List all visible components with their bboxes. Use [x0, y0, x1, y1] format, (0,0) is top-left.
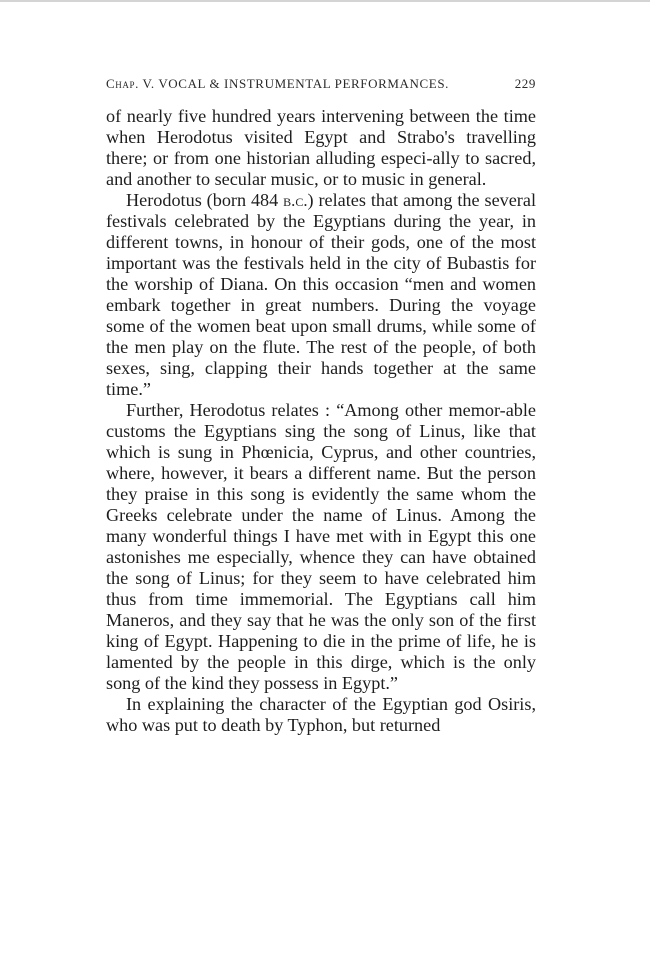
paragraph-text: ) relates that among the several festivals celebrated by the Egyptians during the year, in different towns, in honour of their gods, one of the most important was the festivals held in the city of Bubastis for the worship of Diana. On this occasion “men and women embark together in great numbers. During the voyage some of the women beat upon small drums, while some of the men play on the flute. The rest of the people, of both sexes, sing, clapping their hands together at the same time.”: [106, 190, 536, 399]
running-head-title: Chap. V. VOCAL & INSTRUMENTAL PERFORMANCES.: [106, 76, 450, 91]
paragraph-text: of nearly five hundred years intervening between the time when Herodotus visited Egypt and Strabo's travelling there; or from one historian alluding especi-ally to sacred, and another to secular music, or to music in general.: [106, 106, 536, 189]
paragraph-continuation: [106, 106, 536, 190]
paragraph-text: In explaining the character of the Egyptian god Osiris, who was put to death by Typhon, but returned: [106, 694, 536, 735]
running-head: [106, 76, 536, 98]
paragraph-osiris: [106, 694, 536, 736]
page-number: 229: [514, 76, 536, 91]
paragraph-text: Herodotus (born 484: [126, 190, 284, 210]
paragraph-text: Further, Herodotus relates : “Among other memor-able customs the Egyptians sing the song of Linus, like that which is sung in Phœnicia, Cyprus, and other countries, where, however, it bears a different name. But the person they praise in this song is evidently the same whom the Greeks celebrate under the name of Linus. Among the many wonderful things I have met with in Egypt this one astonishes me especially, whence they can have obtained the song of Linus; for they seem to have celebrated him thus from time immemorial. The Egyptians call him Maneros, and they say that he was the only son of the first king of Egypt. Happening to die in the prime of life, he is lamented by the people in this dirge, which is the only song of the kind they possess in Egypt.”: [106, 400, 536, 693]
paragraph-song-of-linus: [106, 400, 536, 694]
era-abbreviation: b.c.: [283, 191, 308, 210]
paragraph-herodotus-festivals: [106, 190, 536, 400]
body-text: [106, 106, 536, 736]
book-page: [106, 76, 536, 736]
top-border-rule: [0, 0, 650, 2]
